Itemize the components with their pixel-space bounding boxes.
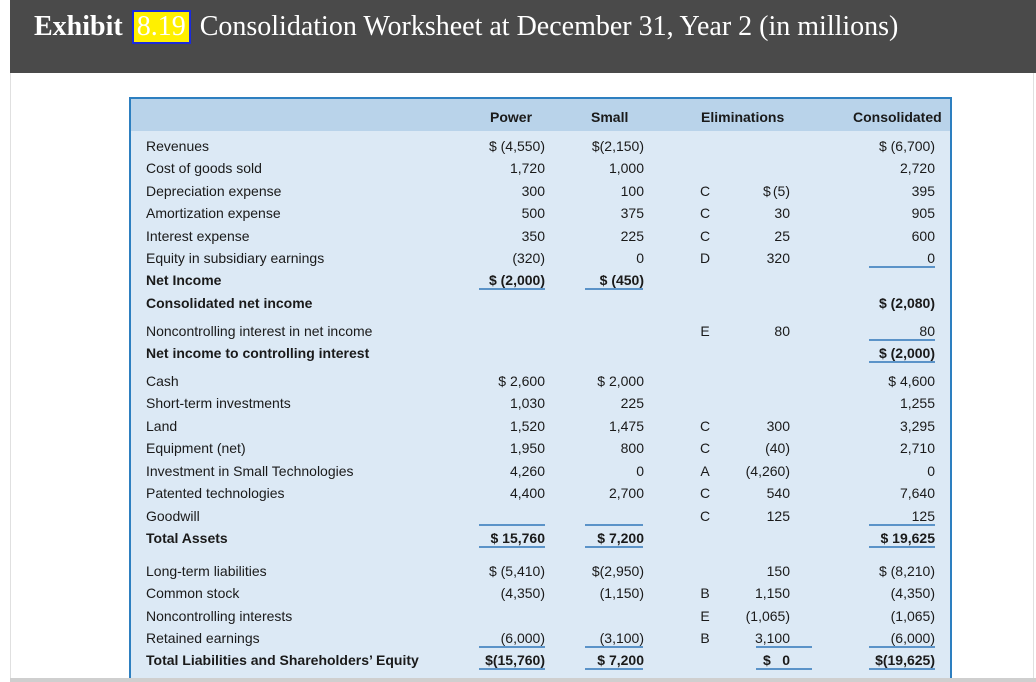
row-label: Equity in subsidiary earnings [146,250,325,266]
small-value: 1,000 [608,160,644,176]
underline-rule [869,361,935,363]
elimination-value: (1,065) [745,608,790,624]
consolidated-value: 905 [911,205,935,221]
table-row [131,135,950,157]
underline-rule [479,668,545,670]
power-value: $ (2,000) [488,272,545,288]
elimination-code: E [700,323,710,339]
consolidated-value: 125 [911,508,935,524]
elimination-code: C [699,440,711,456]
exhibit-title-text: Consolidation Worksheet at December 31, Year 2 (in millions) [199,11,899,42]
power-value: $ 2,600 [498,373,545,389]
elimination-value: 300 [766,418,790,434]
row-label: Short-term investments [146,395,291,411]
exhibit-prefix: Exhibit [34,11,123,42]
elimination-value: 320 [766,250,790,266]
table-row [131,437,950,459]
col-header-power: Power [490,109,533,125]
row-label: Noncontrolling interests [146,608,293,624]
table-row [131,460,950,482]
power-value: 300 [521,183,545,199]
row-label: Long-term liabilities [146,563,267,579]
consolidated-value: $ 19,625 [880,530,935,546]
elimination-value: 30 [774,205,790,221]
consolidated-value: 1,255 [899,395,935,411]
row-label: Cash [146,373,179,389]
consolidated-value: $(19,625) [875,652,935,668]
consolidated-value: (4,350) [890,585,935,601]
consolidated-value: 0 [927,250,935,266]
small-value: $ 7,200 [597,530,644,546]
col-header-small: Small [591,109,629,125]
table-row [131,415,950,437]
small-value: $(2,950) [591,563,644,579]
underline-rule [585,646,643,648]
underline-rule [756,668,812,670]
elimination-dollar-sign: $ [763,652,771,668]
exhibit-title [34,10,898,44]
small-value: $ 7,200 [597,652,644,668]
power-value: (6,000) [500,630,545,646]
underline-rule [869,266,935,268]
col-header-consolidated: Consolidated [853,109,942,125]
elimination-value: 3,100 [754,630,790,646]
consolidated-value: 0 [927,463,935,479]
elimination-code: A [700,463,710,479]
elimination-value: 1,150 [754,585,790,601]
power-value: 1,950 [509,440,545,456]
underline-rule [585,288,643,290]
small-value: $(2,150) [591,138,644,154]
consolidated-value: $ (2,000) [878,345,935,361]
elimination-value: 540 [766,485,790,501]
small-value: 1,475 [608,418,644,434]
column-header-band [131,99,950,131]
consolidated-value: $ (2,080) [878,295,935,311]
small-value: (3,100) [599,630,644,646]
small-value: $ 2,000 [597,373,644,389]
underline-rule [869,546,935,548]
power-value: 4,260 [509,463,545,479]
row-label: Common stock [146,585,240,601]
small-value: 0 [636,250,644,266]
consolidated-value: 2,720 [899,160,935,176]
elimination-value: (4,260) [745,463,790,479]
underline-rule [756,646,812,648]
underline-rule [869,668,935,670]
power-value: 1,520 [509,418,545,434]
consolidated-value: $ (8,210) [878,563,935,579]
underline-rule [479,524,545,526]
power-value: 1,030 [509,395,545,411]
row-label: Investment in Small Technologies [146,463,354,479]
row-label: Patented technologies [146,485,285,501]
consolidation-worksheet-table [129,97,952,682]
row-label: Total Assets [146,530,228,546]
underline-rule [869,646,935,648]
small-value: 225 [620,228,644,244]
table-row [131,342,950,364]
row-label: Equipment (net) [146,440,246,456]
power-value: $ (4,550) [488,138,545,154]
power-value: 4,400 [509,485,545,501]
exhibit-number-highlight: 8.19 [132,10,191,44]
elimination-value: (40) [765,440,790,456]
elimination-code: C [699,228,711,244]
consolidated-value: $ (6,700) [878,138,935,154]
row-label: Goodwill [146,508,200,524]
small-value: (1,150) [599,585,644,601]
col-header-eliminations: Eliminations [701,109,785,125]
elimination-code: B [700,630,710,646]
row-label: Interest expense [146,228,250,244]
table-row [131,247,950,269]
row-label: Net Income [146,272,222,288]
row-label: Net income to controlling interest [146,345,370,361]
consolidated-value: 7,640 [899,485,935,501]
row-label: Noncontrolling interest in net income [146,323,373,339]
small-value: 800 [620,440,644,456]
table-row [131,292,950,314]
elimination-value: 0 [782,652,790,668]
bottom-divider [10,678,1036,682]
power-value: 500 [521,205,545,221]
small-value: 0 [636,463,644,479]
row-label: Cost of goods sold [146,160,262,176]
elimination-code: C [699,485,711,501]
row-label: Amortization expense [146,205,281,221]
consolidated-value: (1,065) [890,608,935,624]
small-value: $ (450) [599,272,644,288]
elimination-value: 150 [766,563,790,579]
elimination-code: C [699,418,711,434]
underline-rule [869,339,935,341]
table-row [131,180,950,202]
table-row [131,202,950,224]
power-value: 1,720 [509,160,545,176]
power-value: (4,350) [500,585,545,601]
underline-rule [585,524,643,526]
table-row [131,560,950,582]
underline-rule [585,546,643,548]
small-value: 225 [620,395,644,411]
consolidated-value: 3,295 [899,418,935,434]
elimination-code: D [699,250,711,266]
elimination-code: C [699,205,711,221]
small-value: 100 [620,183,644,199]
small-value: 2,700 [608,485,644,501]
consolidated-value: 395 [911,183,935,199]
table-row [131,392,950,414]
power-value: $(15,760) [485,652,545,668]
power-value: $ 15,760 [490,530,545,546]
underline-rule [479,288,545,290]
elimination-code: E [700,608,710,624]
table-row [131,225,950,247]
row-label: Depreciation expense [146,183,282,199]
table-row [131,157,950,179]
underline-rule [479,646,545,648]
consolidated-value: 600 [911,228,935,244]
underline-rule [479,546,545,548]
row-label: Consolidated net income [146,295,313,311]
elimination-value: 80 [774,323,790,339]
elimination-code: C [699,183,711,199]
elimination-value: 25 [774,228,790,244]
underline-rule [869,524,935,526]
table-row [131,582,950,604]
table-row [131,482,950,504]
table-row [131,320,950,342]
consolidated-value: 2,710 [899,440,935,456]
power-value: 350 [521,228,545,244]
elimination-value: 125 [766,508,790,524]
elimination-code: C [699,508,711,524]
consolidated-value: $ 4,600 [888,373,935,389]
elimination-dollar-sign: $ [763,183,771,199]
consolidated-value: (6,000) [890,630,935,646]
row-label: Land [146,418,178,434]
elimination-code: B [700,585,710,601]
row-label: Total Liabilities and Shareholders’ Equity [146,652,419,668]
exhibit-header-bar [10,0,1036,73]
power-value: (320) [512,250,545,266]
row-label: Retained earnings [146,630,260,646]
table-row [131,605,950,627]
table-row [131,370,950,392]
underline-rule [585,668,643,670]
row-label: Revenues [146,138,210,154]
small-value: 375 [620,205,644,221]
power-value: $ (5,410) [488,563,545,579]
elimination-value: (5) [772,183,790,199]
consolidated-value: 80 [919,323,935,339]
